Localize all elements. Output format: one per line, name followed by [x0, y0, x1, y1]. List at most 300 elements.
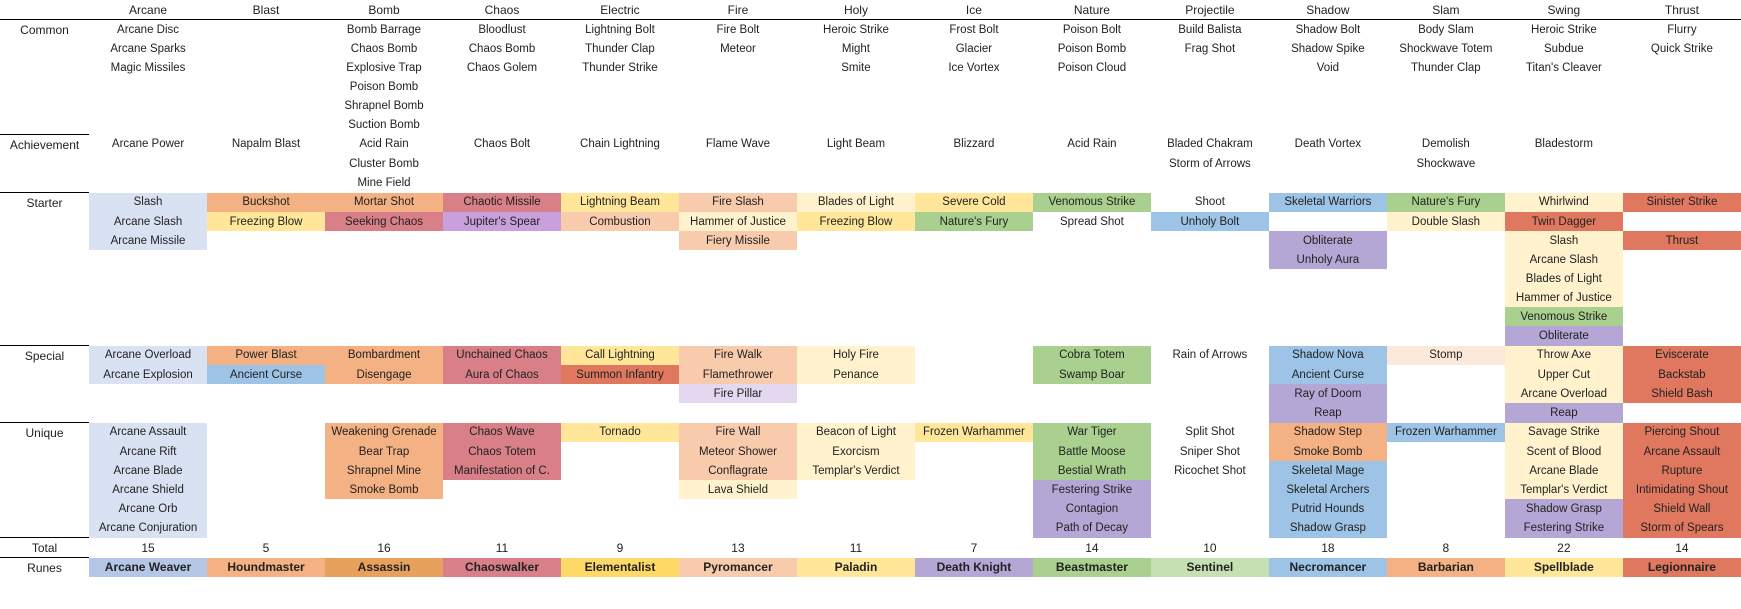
skill-cell[interactable]: Bombardment	[325, 346, 443, 366]
empty-cell	[561, 442, 679, 461]
skill-cell[interactable]: Ricochet Shot	[1174, 464, 1246, 477]
empty-cell	[89, 115, 207, 135]
column-header-arcane[interactable]: Arcane	[89, 0, 207, 20]
skill-cell[interactable]: Disengage	[325, 365, 443, 384]
empty-cell	[207, 20, 325, 40]
skill-cell[interactable]: Upper Cut	[1505, 365, 1623, 384]
skill-cell[interactable]: Arcane Missile	[89, 231, 207, 250]
column-header-ice[interactable]: Ice	[915, 0, 1033, 20]
skill-cell[interactable]: Lava Shield	[679, 480, 797, 499]
skill-cell[interactable]: Skeletal Archers	[1269, 480, 1387, 499]
skill-cell[interactable]: Arcane Slash	[1505, 250, 1623, 269]
skill-cell[interactable]: Shoot	[1194, 196, 1225, 209]
skill-cell[interactable]: Frag Shot	[1184, 42, 1236, 55]
rune-cell[interactable]: Houndmaster	[207, 558, 325, 578]
skill-cell[interactable]: Arcane Shield	[89, 480, 207, 499]
skill-cell[interactable]: Templar's Verdict	[797, 461, 915, 480]
skill-cell[interactable]: Sniper Shot	[1179, 445, 1240, 458]
rune-cell[interactable]: Beastmaster	[1033, 558, 1151, 578]
skill-cell[interactable]: Bladestorm	[1534, 138, 1593, 151]
skill-cell[interactable]: Shadow Spike	[1291, 42, 1365, 55]
skill-cell[interactable]: Arcane Overload	[1505, 384, 1623, 403]
skill-cell[interactable]: Glacier	[955, 42, 993, 55]
skill-cell[interactable]: Tornado	[561, 423, 679, 443]
skill-cell[interactable]: Chaos Golem	[466, 61, 538, 74]
skill-cell[interactable]: Arcane Disc	[117, 23, 180, 36]
empty-cell	[1623, 115, 1741, 135]
empty-cell	[679, 154, 797, 173]
skill-cell[interactable]: Chaotic Missile	[443, 193, 561, 213]
skill-cell[interactable]: Heroic Strike	[1530, 23, 1597, 36]
skill-cell[interactable]: Fire Wall	[679, 423, 797, 443]
skill-cell[interactable]: Poison Bomb	[349, 80, 419, 93]
skill-cell[interactable]: Shadow Bolt	[1295, 23, 1361, 36]
empty-cell	[679, 307, 797, 326]
row-group-label-unique[interactable]	[0, 518, 89, 538]
empty-cell	[1033, 326, 1151, 346]
skill-cell[interactable]: Might	[841, 42, 870, 55]
skill-cell[interactable]: Lightning Beam	[561, 193, 679, 213]
skill-cell[interactable]: Storm of Arrows	[1168, 157, 1251, 170]
skill-cell[interactable]: Death Vortex	[1294, 138, 1362, 151]
empty-cell	[1269, 96, 1387, 115]
empty-cell	[797, 77, 915, 96]
skill-cell[interactable]: Thrust	[1623, 231, 1741, 250]
skill-cell[interactable]: Rain of Arrows	[1172, 349, 1248, 362]
skill-cell[interactable]: Poison Bomb	[1057, 42, 1127, 55]
skill-cell[interactable]: Severe Cold	[915, 193, 1033, 213]
skill-cell[interactable]: Freezing Blow	[797, 212, 915, 231]
skill-cell[interactable]: War Tiger	[1033, 423, 1151, 443]
skill-cell[interactable]: Build Balista	[1178, 23, 1242, 36]
skill-cell[interactable]: Body Slam	[1418, 23, 1474, 36]
skill-cell[interactable]: Festering Strike	[1033, 480, 1151, 499]
empty-cell	[207, 250, 325, 269]
skill-cell[interactable]: Obliterate	[1505, 326, 1623, 346]
empty-cell	[443, 173, 561, 193]
skill-cell[interactable]: Flamethrower	[679, 365, 797, 384]
row-group-label-common[interactable]	[0, 58, 89, 77]
rune-cell[interactable]: Sentinel	[1151, 558, 1269, 578]
skill-cell[interactable]: Penance	[797, 365, 915, 384]
row-group-label-common[interactable]	[0, 39, 89, 58]
rune-cell[interactable]: Paladin	[797, 558, 915, 578]
skill-cell[interactable]: Arcane Conjuration	[89, 518, 207, 538]
empty-cell	[1623, 58, 1741, 77]
column-header-shadow[interactable]: Shadow	[1269, 0, 1387, 20]
column-header-bomb[interactable]: Bomb	[325, 0, 443, 20]
empty-cell	[1623, 326, 1741, 346]
empty-cell	[207, 39, 325, 58]
skill-cell[interactable]: Ancient Curse	[207, 365, 325, 384]
skill-cell[interactable]: Light Beam	[826, 138, 886, 151]
empty-cell	[561, 480, 679, 499]
skill-cell[interactable]: Shield Bash	[1623, 384, 1741, 403]
empty-cell	[443, 307, 561, 326]
row-group-label-unique[interactable]: Unique	[0, 423, 89, 443]
total-value: 14	[1675, 540, 1689, 555]
row-group-label-starter[interactable]	[0, 288, 89, 307]
column-header-holy[interactable]: Holy	[797, 0, 915, 20]
empty-cell	[679, 403, 797, 423]
skill-cell[interactable]: Rupture	[1623, 461, 1741, 480]
skill-cell[interactable]: Thunder Clap	[585, 42, 655, 55]
skill-cell[interactable]: Meteor	[720, 42, 756, 55]
rune-cell[interactable]: Spellblade	[1505, 558, 1623, 578]
skill-cell[interactable]: Arcane Slash	[89, 212, 207, 231]
skill-cell[interactable]: Meteor Shower	[679, 442, 797, 461]
skill-cell[interactable]: Shrapnel Bomb	[344, 99, 424, 112]
rune-cell[interactable]: Death Knight	[915, 558, 1033, 578]
skill-cell[interactable]: Frozen Warhammer	[915, 423, 1033, 443]
empty-cell	[1151, 58, 1269, 77]
skill-cell[interactable]: Unholy Bolt	[1151, 212, 1269, 231]
skill-cell[interactable]: Jupiter's Spear	[443, 212, 561, 231]
empty-cell	[561, 269, 679, 288]
empty-cell	[325, 384, 443, 403]
skill-cell[interactable]: Fire Bolt	[716, 23, 760, 36]
skill-cell[interactable]: Lightning Bolt	[585, 23, 655, 36]
skill-cell[interactable]: Poison Cloud	[1057, 61, 1127, 74]
empty-cell	[1269, 154, 1387, 173]
skill-cell[interactable]: Chain Lightning	[580, 138, 660, 151]
empty-cell	[915, 480, 1033, 499]
skill-cell[interactable]: Throw Axe	[1505, 346, 1623, 366]
empty-cell	[443, 231, 561, 250]
skill-cell[interactable]: Fiery Missile	[679, 231, 797, 250]
empty-cell	[443, 269, 561, 288]
skill-cell[interactable]: Double Slash	[1387, 212, 1505, 231]
skill-cell[interactable]: Arcane Assault	[1623, 442, 1741, 461]
skill-cell[interactable]: Bomb Barrage	[346, 23, 422, 36]
skill-cell[interactable]: Unchained Chaos	[443, 346, 561, 366]
empty-cell	[679, 269, 797, 288]
skill-cell[interactable]: Bloodlust	[478, 23, 526, 36]
empty-cell	[561, 403, 679, 423]
skill-cell[interactable]: Shadow Grasp	[1505, 499, 1623, 518]
skill-cell[interactable]: Skeletal Warriors	[1269, 193, 1387, 213]
skill-cell[interactable]: Power Blast	[207, 346, 325, 366]
skill-cell[interactable]: Twin Dagger	[1505, 212, 1623, 231]
row-group-label-unique[interactable]	[0, 461, 89, 480]
skill-cell[interactable]: Beacon of Light	[797, 423, 915, 443]
rune-cell[interactable]: Barbarian	[1387, 558, 1505, 578]
rune-cell[interactable]: Pyromancer	[679, 558, 797, 578]
skill-cell[interactable]: Holy Fire	[797, 346, 915, 366]
skill-cell[interactable]: Void	[1316, 61, 1340, 74]
row-group-label-starter[interactable]	[0, 250, 89, 269]
empty-cell	[1151, 96, 1269, 115]
empty-cell	[915, 307, 1033, 326]
skill-cell[interactable]: Arcane Overload	[89, 346, 207, 366]
skill-cell[interactable]: Blades of Light	[1505, 269, 1623, 288]
skill-cell[interactable]: Freezing Blow	[207, 212, 325, 231]
skill-cell[interactable]: Scent of Blood	[1505, 442, 1623, 461]
skill-cell[interactable]: Fire Pillar	[679, 384, 797, 403]
column-header-blast[interactable]: Blast	[207, 0, 325, 20]
skill-cell[interactable]: Combustion	[561, 212, 679, 231]
row-group-label-achievement[interactable]	[0, 173, 89, 193]
empty-cell	[561, 307, 679, 326]
skill-cell[interactable]: Stomp	[1387, 346, 1505, 366]
row-group-label-starter[interactable]: Starter	[0, 193, 89, 213]
skill-cell[interactable]: Battle Moose	[1033, 442, 1151, 461]
skill-cell[interactable]: Reap	[1505, 403, 1623, 423]
skill-cell[interactable]: Cobra Totem	[1033, 346, 1151, 366]
skill-cell[interactable]: Whirlwind	[1505, 193, 1623, 213]
skill-cell[interactable]: Chaos Bolt	[473, 138, 531, 151]
skill-cell[interactable]: Chaos Bomb	[468, 42, 536, 55]
skill-cell[interactable]: Venomous Strike	[1033, 193, 1151, 213]
empty-cell	[1033, 231, 1151, 250]
skill-cell[interactable]: Seeking Chaos	[325, 212, 443, 231]
row-group-label-achievement[interactable]: Achievement	[0, 135, 89, 155]
column-header-swing[interactable]: Swing	[1505, 0, 1623, 20]
skill-cell[interactable]: Hammer of Justice	[679, 212, 797, 231]
skill-cell[interactable]: Arcane Blade	[1505, 461, 1623, 480]
skill-cell[interactable]: Frost Bolt	[949, 23, 999, 36]
skill-cell[interactable]: Mortar Shot	[325, 193, 443, 213]
skill-cell[interactable]: Skeletal Mage	[1269, 461, 1387, 480]
skill-cell[interactable]: Weakening Grenade	[325, 423, 443, 443]
empty-cell	[1269, 288, 1387, 307]
skill-cell[interactable]: Flame Wave	[705, 138, 771, 151]
skill-cell[interactable]: Acid Rain	[359, 138, 409, 151]
skill-cell[interactable]: Magic Missiles	[110, 61, 186, 74]
skill-cell[interactable]: Unholy Aura	[1269, 250, 1387, 269]
column-header-slam[interactable]: Slam	[1387, 0, 1505, 20]
skill-cell[interactable]: Titan's Cleaver	[1525, 61, 1602, 74]
skill-cell[interactable]: Eviscerate	[1623, 346, 1741, 366]
skill-cell[interactable]: Split Shot	[1185, 426, 1235, 439]
skill-cell[interactable]: Shockwave	[1416, 157, 1476, 170]
skill-cell[interactable]: Arcane Sparks	[110, 42, 186, 55]
corner-header[interactable]	[0, 0, 89, 20]
skill-cell[interactable]: Bear Trap	[325, 442, 443, 461]
skill-cell[interactable]: Nature's Fury	[915, 212, 1033, 231]
skill-cell[interactable]: Venomous Strike	[1505, 307, 1623, 326]
skill-cell[interactable]: Shadow Step	[1269, 423, 1387, 443]
skill-cell[interactable]: Smoke Bomb	[325, 480, 443, 499]
skill-cell[interactable]: Subdue	[1544, 42, 1584, 55]
row-group-label-special[interactable]	[0, 365, 89, 384]
empty-cell	[1387, 115, 1505, 135]
skill-cell[interactable]: Flurry	[1667, 23, 1697, 36]
skill-cell[interactable]: Savage Strike	[1505, 423, 1623, 443]
table-row	[0, 384, 1741, 403]
skill-cell[interactable]: Ancient Curse	[1269, 365, 1387, 384]
skill-cell[interactable]: Smoke Bomb	[1269, 442, 1387, 461]
skill-cell[interactable]: Shadow Nova	[1269, 346, 1387, 366]
skill-cell[interactable]: Arcane Power	[111, 138, 185, 151]
skill-cell[interactable]: Bladed Chakram	[1167, 138, 1253, 151]
skill-cell[interactable]: Acid Rain	[1067, 138, 1117, 151]
empty-cell	[325, 403, 443, 423]
skill-cell[interactable]: Fire Walk	[679, 346, 797, 366]
rune-cell[interactable]: Necromancer	[1269, 558, 1387, 578]
skill-cell[interactable]: Fire Slash	[679, 193, 797, 213]
skill-cell[interactable]: Hammer of Justice	[1505, 288, 1623, 307]
skill-cell[interactable]: Nature's Fury	[1387, 193, 1505, 213]
skill-cell[interactable]: Explosive Trap	[346, 61, 422, 74]
column-header-fire[interactable]: Fire	[679, 0, 797, 20]
row-group-label-starter[interactable]	[0, 326, 89, 346]
empty-cell	[915, 77, 1033, 96]
table-row	[0, 115, 1741, 135]
row-group-label-common[interactable]	[0, 115, 89, 135]
skill-cell[interactable]: Chaos Totem	[443, 442, 561, 461]
empty-cell	[443, 154, 561, 173]
empty-cell	[443, 403, 561, 423]
empty-cell	[1505, 96, 1623, 115]
skill-cell[interactable]: Thunder Strike	[582, 61, 658, 74]
skill-cell[interactable]: Frozen Warhammer	[1387, 423, 1505, 443]
table-row	[0, 461, 1741, 480]
skill-cell[interactable]: Quick Strike	[1650, 42, 1713, 55]
row-group-label-unique[interactable]	[0, 442, 89, 461]
skill-cell[interactable]: Heroic Strike	[823, 23, 889, 36]
empty-cell	[443, 250, 561, 269]
skill-cell[interactable]: Chaos Bomb	[350, 42, 418, 55]
skill-cell[interactable]: Obliterate	[1269, 231, 1387, 250]
skill-cell[interactable]: Thunder Clap	[1411, 61, 1481, 74]
empty-cell	[915, 231, 1033, 250]
skill-cell[interactable]: Blizzard	[953, 138, 995, 151]
empty-cell	[1269, 115, 1387, 135]
empty-cell	[1623, 403, 1741, 423]
skill-cell[interactable]: Ice Vortex	[948, 61, 1000, 74]
skill-cell[interactable]: Chaos Wave	[443, 423, 561, 443]
skill-cell[interactable]: Ray of Doom	[1269, 384, 1387, 403]
table-row	[0, 173, 1741, 193]
skill-cell[interactable]: Poison Bolt	[1062, 23, 1121, 36]
skill-cell[interactable]: Slash	[89, 193, 207, 213]
row-group-label-starter[interactable]	[0, 269, 89, 288]
skill-cell[interactable]: Slash	[1505, 231, 1623, 250]
row-group-label-common[interactable]: Common	[0, 20, 89, 40]
empty-cell	[561, 384, 679, 403]
skill-cell[interactable]: Backstab	[1623, 365, 1741, 384]
row-group-label-unique[interactable]	[0, 480, 89, 499]
skill-cell[interactable]: Arcane Rift	[89, 442, 207, 461]
skill-cell[interactable]: Contagion	[1033, 499, 1151, 518]
skill-cell[interactable]: Suction Bomb	[348, 118, 420, 131]
skill-cell[interactable]: Napalm Blast	[231, 138, 301, 151]
skill-cell[interactable]: Arcane Explosion	[89, 365, 207, 384]
skill-cell[interactable]: Call Lightning	[561, 346, 679, 366]
row-group-label-starter[interactable]	[0, 212, 89, 231]
empty-cell	[561, 499, 679, 518]
rune-cell[interactable]: Assassin	[325, 558, 443, 578]
empty-cell	[1151, 480, 1269, 499]
column-header-chaos[interactable]: Chaos	[443, 0, 561, 20]
row-group-label-common[interactable]	[0, 77, 89, 96]
row-group-label-special[interactable]	[0, 384, 89, 403]
rune-cell[interactable]: Elementalist	[561, 558, 679, 578]
table-row	[0, 135, 1741, 155]
rune-cell[interactable]: Chaoswalker	[443, 558, 561, 578]
skill-cell[interactable]: Conflagrate	[679, 461, 797, 480]
skill-cell[interactable]: Mine Field	[357, 176, 411, 189]
skill-cell[interactable]: Festering Strike	[1505, 518, 1623, 538]
empty-cell	[1269, 173, 1387, 193]
skill-cell[interactable]: Path of Decay	[1033, 518, 1151, 538]
skill-cell[interactable]: Shockwave Totem	[1399, 42, 1493, 55]
skill-cell[interactable]: Summon Infantry	[561, 365, 679, 384]
column-header-electric[interactable]: Electric	[561, 0, 679, 20]
column-header-projectile[interactable]: Projectile	[1151, 0, 1269, 20]
empty-cell	[443, 96, 561, 115]
skill-cell[interactable]: Arcane Blade	[89, 461, 207, 480]
skill-cell[interactable]: Sinister Strike	[1623, 193, 1741, 213]
skill-cell[interactable]: Shadow Grasp	[1269, 518, 1387, 538]
rune-cell[interactable]: Legionnaire	[1623, 558, 1741, 578]
empty-cell	[443, 499, 561, 518]
empty-cell	[679, 58, 797, 77]
table-row	[0, 20, 1741, 40]
empty-cell	[325, 326, 443, 346]
table-row	[0, 403, 1741, 423]
skill-cell[interactable]: Reap	[1269, 403, 1387, 423]
skill-cell[interactable]: Buckshot	[207, 193, 325, 213]
skill-cell[interactable]: Arcane Assault	[89, 423, 207, 443]
column-header-nature[interactable]: Nature	[1033, 0, 1151, 20]
empty-cell	[1623, 212, 1741, 231]
skill-cell[interactable]: Shrapnel Mine	[325, 461, 443, 480]
table-row	[0, 346, 1741, 366]
empty-cell	[89, 307, 207, 326]
row-group-label-starter[interactable]	[0, 307, 89, 326]
empty-cell	[325, 499, 443, 518]
empty-cell	[1151, 307, 1269, 326]
row-group-label-achievement[interactable]	[0, 154, 89, 173]
skill-cell[interactable]: Arcane Orb	[89, 499, 207, 518]
skill-cell[interactable]: Aura of Chaos	[443, 365, 561, 384]
row-group-label-special[interactable]: Special	[0, 346, 89, 366]
empty-cell	[1387, 403, 1505, 423]
empty-cell	[443, 518, 561, 538]
skill-cell[interactable]: Spread Shot	[1059, 215, 1124, 228]
empty-cell	[915, 250, 1033, 269]
skill-cell[interactable]: Swamp Boar	[1033, 365, 1151, 384]
row-group-label-starter[interactable]	[0, 231, 89, 250]
empty-cell	[797, 250, 915, 269]
empty-cell	[1151, 173, 1269, 193]
skill-cell[interactable]: Cluster Bomb	[349, 157, 419, 170]
skill-cell[interactable]: Putrid Hounds	[1269, 499, 1387, 518]
skill-cell[interactable]: Piercing Shout	[1623, 423, 1741, 443]
rune-cell[interactable]: Arcane Weaver	[89, 558, 207, 578]
empty-cell	[915, 461, 1033, 480]
row-group-label-special[interactable]	[0, 403, 89, 423]
column-header-thrust[interactable]: Thrust	[1623, 0, 1741, 20]
empty-cell	[561, 96, 679, 115]
skill-cell[interactable]: Exorcism	[797, 442, 915, 461]
skill-cell[interactable]: Storm of Spears	[1623, 518, 1741, 538]
empty-cell	[325, 518, 443, 538]
row-group-label-unique[interactable]	[0, 499, 89, 518]
skill-cell[interactable]: Shield Wall	[1623, 499, 1741, 518]
skill-cell[interactable]: Demolish	[1421, 138, 1470, 151]
skill-cell[interactable]: Manifestation of C.	[443, 461, 561, 480]
skill-cell[interactable]: Blades of Light	[797, 193, 915, 213]
row-group-label-common[interactable]	[0, 96, 89, 115]
skill-cell[interactable]: Intimidating Shout	[1623, 480, 1741, 499]
skill-cell[interactable]: Templar's Verdict	[1505, 480, 1623, 499]
skill-cell[interactable]: Bestial Wrath	[1033, 461, 1151, 480]
skill-cell[interactable]: Smite	[841, 61, 871, 74]
table-row	[0, 96, 1741, 115]
